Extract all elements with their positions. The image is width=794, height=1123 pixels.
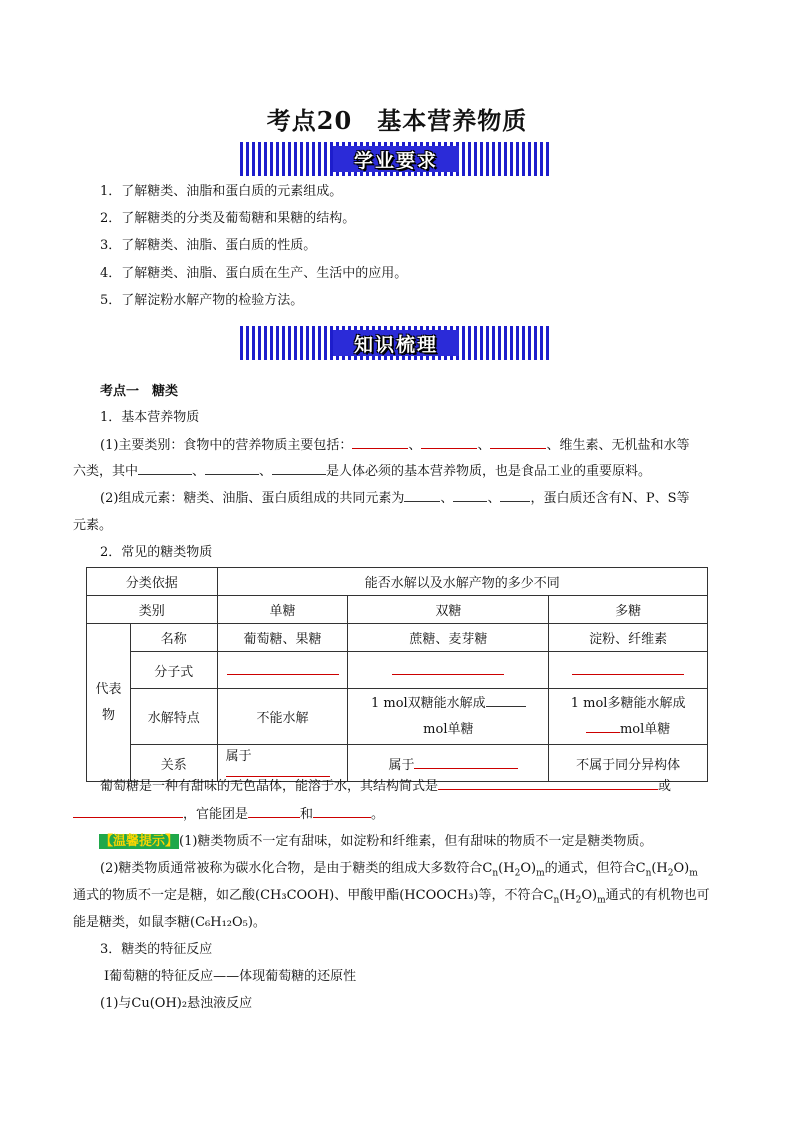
answer-blank[interactable] bbox=[414, 756, 518, 769]
text: 是人体必须的基本营养物质，也是食品工业的重要原料。 bbox=[326, 464, 652, 479]
paragraph: (2)组成元素：糖类、油脂、蛋白质组成的共同元素为 、 、 ，蛋白质还含有N、P、S等 bbox=[100, 491, 690, 506]
text: Ⅰ葡萄糖的特征反应——体现葡萄糖的还原性 bbox=[104, 969, 357, 984]
text: 六类，其中 bbox=[73, 464, 139, 479]
answer-blank[interactable] bbox=[572, 662, 684, 675]
subsection-heading: 1．基本营养物质 bbox=[100, 410, 200, 425]
table-cell bbox=[549, 652, 708, 689]
text: 或 bbox=[658, 779, 672, 794]
section-banner-knowledge bbox=[240, 326, 552, 360]
hint-paragraph bbox=[99, 830, 652, 849]
text: 。 bbox=[371, 807, 385, 822]
requirement-item: 4．了解糖类、油脂、蛋白质在生产、生活中的应用。 bbox=[100, 266, 408, 281]
table-cell: 淀粉、纤维素 bbox=[549, 624, 708, 652]
answer-blank[interactable] bbox=[73, 805, 183, 818]
answer-blank[interactable] bbox=[352, 436, 408, 449]
table-cell: 葡萄糖、果糖 bbox=[217, 624, 348, 652]
text: 1 mol多糖能水解成 bbox=[570, 695, 686, 711]
text: 通式的物质不一定是糖，如乙酸(CH₃COOH)、甲酸甲酯(HCOOCH₃)等，不符合C bbox=[73, 888, 554, 903]
text: 葡萄糖是一种有甜味的无色晶体，能溶于水，其结构简式是 bbox=[100, 779, 439, 794]
table-cell: 蔗糖、麦芽糖 bbox=[348, 624, 549, 652]
text: (2)糖类物质通常被称为碳水化合物，是由于糖类的组成大多数符合C bbox=[100, 861, 493, 876]
answer-blank[interactable] bbox=[205, 462, 259, 475]
table-header: 分类依据 bbox=[87, 568, 218, 596]
text: ，官能团是 bbox=[183, 807, 249, 822]
answer-blank[interactable] bbox=[421, 436, 477, 449]
answer-blank[interactable] bbox=[453, 489, 487, 502]
sugar-classification-table bbox=[86, 567, 708, 782]
answer-blank[interactable] bbox=[227, 662, 339, 675]
requirement-item: 2．了解糖类的分类及葡萄糖和果糖的结构。 bbox=[100, 211, 356, 226]
table-cell bbox=[217, 652, 348, 689]
subsection-heading: 3．糖类的特征反应 bbox=[100, 942, 213, 957]
table-header: 名称 bbox=[130, 624, 217, 652]
text: mol单糖 bbox=[423, 721, 474, 737]
paragraph bbox=[100, 775, 671, 794]
table-cell: 双糖 bbox=[348, 596, 549, 624]
table-header: 分子式 bbox=[130, 652, 217, 689]
section-banner-requirements bbox=[240, 142, 552, 176]
table-cell bbox=[348, 652, 549, 689]
text: (2)组成元素：糖类、油脂、蛋白质组成的共同元素为 bbox=[100, 491, 405, 506]
paragraph: (1)主要类别：食物中的营养物质主要包括： 、 、 、维生素、无机盐和水等 bbox=[100, 438, 690, 453]
answer-blank[interactable] bbox=[392, 662, 504, 675]
text: 能是糖类，如鼠李糖(C₆H₁₂O₅)。 bbox=[73, 915, 266, 930]
page-title: 考点20 基本营养物质 bbox=[266, 106, 528, 135]
table-cell: 单糖 bbox=[217, 596, 348, 624]
answer-blank[interactable] bbox=[500, 489, 530, 502]
paragraph: (2)糖类物质通常被称为碳水化合物，是由于糖类的组成大多数符合$C_n(H_2O)_m$的通式，但符合$C_n(H_2O)_m$ bbox=[100, 861, 698, 879]
text: 和 bbox=[300, 807, 314, 822]
answer-blank[interactable] bbox=[486, 694, 526, 707]
text: (1)主要类别：食物中的营养物质主要包括： bbox=[100, 438, 353, 453]
table-header: 类别 bbox=[87, 596, 218, 624]
table-header: 水解特点 bbox=[130, 689, 217, 745]
paragraph: 六类，其中 、 、 是人体必须的基本营养物质，也是食品工业的重要原料。 bbox=[73, 464, 652, 479]
table-cell bbox=[348, 689, 549, 745]
section-heading: 考点一 糖类 bbox=[100, 384, 179, 399]
text: mol单糖 bbox=[619, 721, 671, 737]
answer-blank[interactable] bbox=[404, 489, 440, 502]
text: (1)糖类物质不一定有甜味，如淀粉和纤维素，但有甜味的物质不一定是糖类物质。 bbox=[179, 834, 653, 849]
table-header: 关系 bbox=[130, 745, 217, 782]
banner-label: 知识梳理 bbox=[353, 333, 438, 356]
answer-blank[interactable] bbox=[248, 805, 300, 818]
text: 1 mol双糖能水解成 bbox=[370, 695, 486, 711]
text: ，蛋白质还含有N、P、S等 bbox=[530, 491, 690, 506]
hint-badge: 【温馨提示】 bbox=[100, 834, 179, 849]
answer-blank[interactable] bbox=[313, 805, 371, 818]
answer-blank[interactable] bbox=[138, 462, 192, 475]
banner-label: 学业要求 bbox=[353, 149, 438, 172]
paragraph: 通式的物质不一定是糖，如乙酸(CH₃COOH)、甲酸甲酯(HCOOCH₃)等，不符合$C_n(H_2O)_m$通式的有机物也可 bbox=[73, 888, 710, 906]
answer-blank[interactable] bbox=[586, 720, 620, 733]
answer-blank[interactable] bbox=[490, 436, 546, 449]
table-cell: 不属于同分异构体 bbox=[549, 745, 708, 782]
table-cell: 能否水解以及水解产物的多少不同 bbox=[217, 568, 707, 596]
answer-blank[interactable] bbox=[438, 777, 658, 790]
subsection-heading: 2．常见的糖类物质 bbox=[100, 545, 213, 560]
table-cell: 不能水解 bbox=[217, 689, 348, 745]
table-cell: 多糖 bbox=[549, 596, 708, 624]
answer-blank[interactable] bbox=[272, 462, 326, 475]
requirement-item: 5．了解淀粉水解产物的检验方法。 bbox=[100, 293, 304, 308]
text: 属于 bbox=[225, 749, 252, 764]
table-cell bbox=[549, 689, 708, 745]
text: (1)与Cu(OH)₂悬浊液反应 bbox=[100, 996, 253, 1011]
requirement-item: 1．了解糖类、油脂和蛋白质的元素组成。 bbox=[100, 184, 343, 199]
text: 、维生素、无机盐和水等 bbox=[546, 438, 690, 453]
paragraph bbox=[73, 803, 384, 822]
rep-label: 代表物 bbox=[95, 681, 122, 723]
text: 元素。 bbox=[73, 518, 113, 533]
requirement-item: 3．了解糖类、油脂、蛋白质的性质。 bbox=[100, 238, 317, 253]
text: 属于 bbox=[388, 757, 415, 773]
table-header bbox=[87, 624, 131, 782]
